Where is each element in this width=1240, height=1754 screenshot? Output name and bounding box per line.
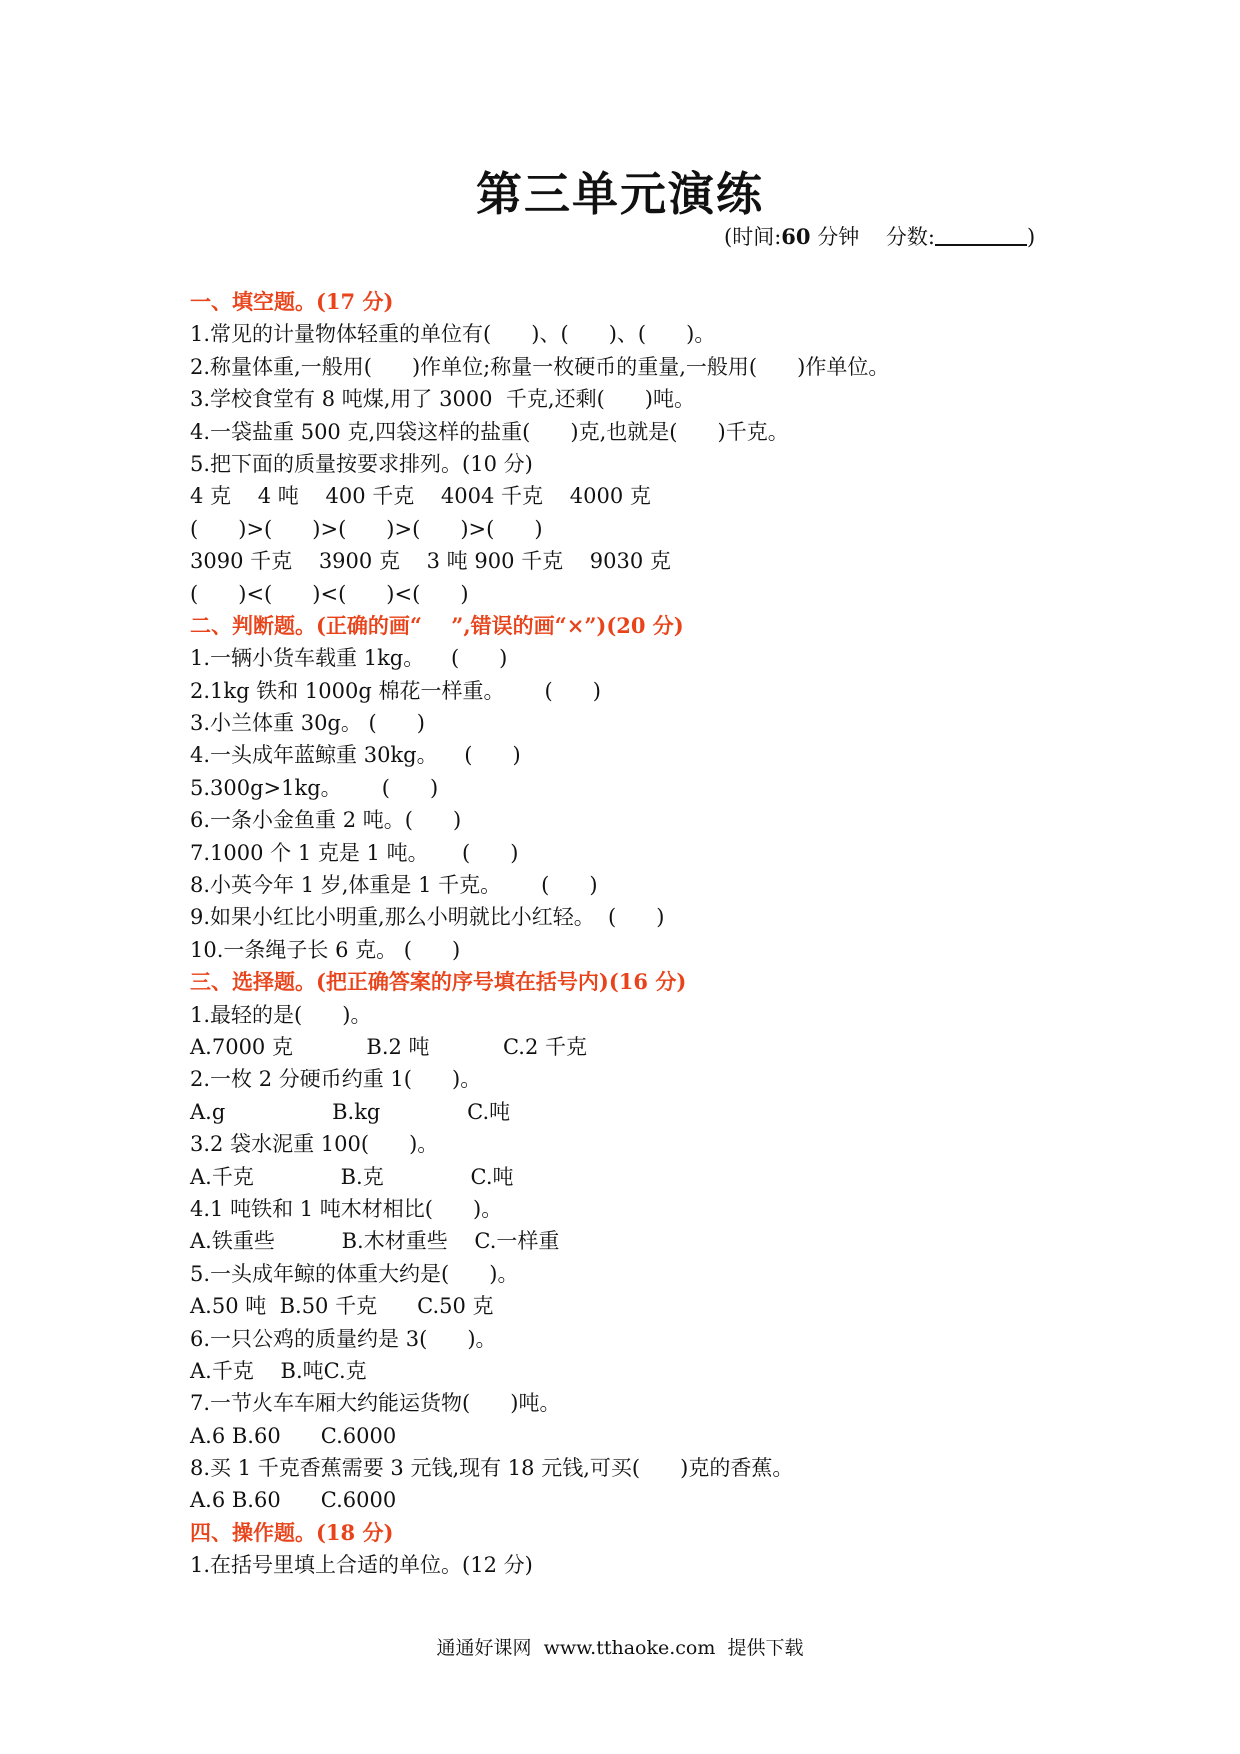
section-heading: 三、选择题。(把正确答案的序号填在括号内)(16 分): [190, 969, 687, 995]
question-line: 3.学校食堂有 8 吨煤,用了 3000 千克,还剩( )吨。: [190, 387, 696, 412]
question-line: A.g B.kg C.吨: [190, 1099, 511, 1124]
question-line: 6.一条小金鱼重 2 吨。( ): [190, 808, 462, 833]
page-title: 第三单元演练: [476, 167, 764, 221]
section-heading: 一、填空题。(17 分): [190, 289, 394, 314]
question-line: 8.买 1 千克香蕉需要 3 元钱,现有 18 元钱,可买( )克的香蕉。: [190, 1456, 794, 1481]
question-line: 3.2 袋水泥重 100( )。: [190, 1132, 439, 1157]
time-value: 60: [781, 224, 811, 249]
section-heading: 二、判断题。(正确的画“ ”,错误的画“×”)(20 分): [190, 612, 684, 638]
question-line: 4.一头成年蓝鲸重 30kg。 ( ): [190, 743, 521, 768]
footer-credit: 通通好课网 www.tthaoke.com 提供下载: [436, 1637, 804, 1659]
question-line: 7.1000 个 1 克是 1 吨。 ( ): [190, 840, 519, 865]
question-line: A.6 B.60 C.6000: [190, 1423, 397, 1448]
time-unit: 分钟: [810, 225, 860, 249]
score-label: 分数:: [885, 225, 935, 249]
question-line: 4.1 吨铁和 1 吨木材相比( )。: [190, 1196, 503, 1221]
score-blank: [935, 226, 1027, 246]
question-line: ( )>( )>( )>( )>( ): [190, 516, 543, 541]
question-line: 3090 千克 3900 克 3 吨 900 千克 9030 克: [190, 549, 671, 574]
question-line: 5.把下面的质量按要求排列。(10 分): [190, 451, 533, 476]
question-line: A.50 吨 B.50 千克 C.50 克: [190, 1294, 494, 1319]
question-line: 5.300g>1kg。 ( ): [190, 775, 439, 800]
question-line: 2.称量体重,一般用( )作单位;称量一枚硬币的重量,一般用( )作单位。: [190, 354, 890, 379]
question-line: A.7000 克 B.2 吨 C.2 千克: [190, 1034, 587, 1059]
question-line: 1.常见的计量物体轻重的单位有( )、( )、( )。: [190, 322, 716, 347]
question-line: 2.1kg 铁和 1000g 棉花一样重。 ( ): [190, 678, 601, 703]
question-line: 1.在括号里填上合适的单位。(12 分): [190, 1553, 533, 1578]
question-line: 1.一辆小货车载重 1kg。 ( ): [190, 646, 508, 671]
question-line: 10.一条绳子长 6 克。 ( ): [190, 937, 461, 962]
question-line: 4 克 4 吨 400 千克 4004 千克 4000 克: [190, 484, 651, 509]
question-line: 4.一袋盐重 500 克,四袋这样的盐重( )克,也就是( )千克。: [190, 419, 789, 444]
question-line: 6.一只公鸡的质量约是 3( )。: [190, 1326, 497, 1351]
question-line: 3.小兰体重 30g。 ( ): [190, 711, 425, 736]
section-heading: 四、操作题。(18 分): [190, 1519, 394, 1545]
question-line: A.铁重些 B.木材重些 C.一样重: [190, 1229, 560, 1254]
question-line: 9.如果小红比小明重,那么小明就比小红轻。 ( ): [190, 905, 665, 930]
question-line: 5.一头成年鲸的体重大约是( )。: [190, 1261, 519, 1286]
question-line: A.6 B.60 C.6000: [190, 1488, 397, 1513]
question-line: 7.一节火车车厢大约能运货物( )吨。: [190, 1391, 561, 1416]
question-line: 2.一枚 2 分硬币约重 1( )。: [190, 1067, 482, 1092]
exam-meta: [724, 221, 1035, 251]
meta-close: ): [1026, 225, 1036, 249]
meta-open: (时间:: [724, 225, 782, 249]
question-line: A.千克 B.吨C.克: [190, 1358, 367, 1383]
exam-content: [190, 286, 1150, 1582]
question-line: 1.最轻的是( )。: [190, 1002, 372, 1027]
question-line: 8.小英今年 1 岁,体重是 1 千克。 ( ): [190, 873, 598, 898]
question-line: ( )<( )<( )<( ): [190, 581, 469, 606]
question-line: A.千克 B.克 C.吨: [190, 1164, 514, 1189]
